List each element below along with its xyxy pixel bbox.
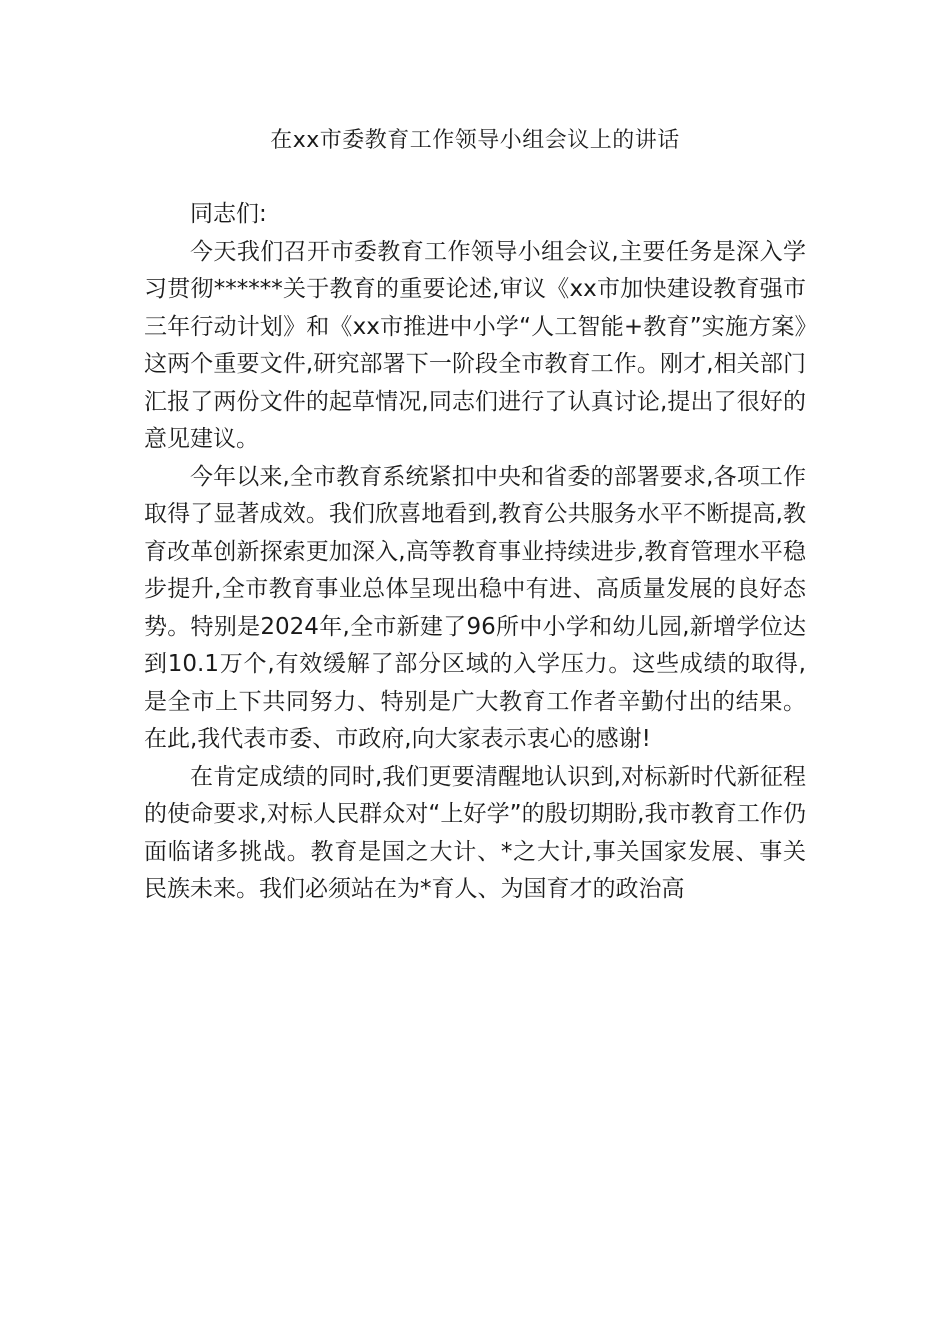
paragraph-2: 今年以来,全市教育系统紧扣中央和省委的部署要求,各项工作取得了显著成效。我们欣喜地看到,教育公共服务水平不断提高,教育改革创新探索更加深入,高等教育事业持续进步,教育管理水平稳步提升,全市教育事业总体呈现出稳中有进、高质量发展的良好态势。特别是2024年,全市新建了96所中小学和幼儿园,新增学位达到10.1万个,有效缓解了部分区域的入学压力。这些成绩的取得,是全市上下共同努力、特别是广大教育工作者辛勤付出的结果。在此,我代表市委、市政府,向大家表示衷心的感谢! [144,463,806,752]
document-title: 在xx市委教育工作领导小组会议上的讲话 [270,128,680,153]
document-body [144,196,806,909]
paragraph-3: 在肯定成绩的同时,我们更要清醒地认识到,对标新时代新征程的使命要求,对标人民群众对“上好学”的殷切期盼,我市教育工作仍面临诸多挑战。教育是国之大计、*之大计,事关国家发展、事关民族未来。我们必须站在为*育人、为国育才的政治高 [144,763,806,902]
paragraph-1: 今天我们召开市委教育工作领导小组会议,主要任务是深入学习贯彻******关于教育的重要论述,审议《xx市加快建设教育强市三年行动计划》和《xx市推进中小学“人工智能+教育”实施方案》这两个重要文件,研究部署下一阶段全市教育工作。刚才,相关部门汇报了两份文件的起草情况,同志们进行了认真讨论,提出了很好的意见建议。 [144,238,806,452]
salutation: 同志们: [190,201,267,227]
